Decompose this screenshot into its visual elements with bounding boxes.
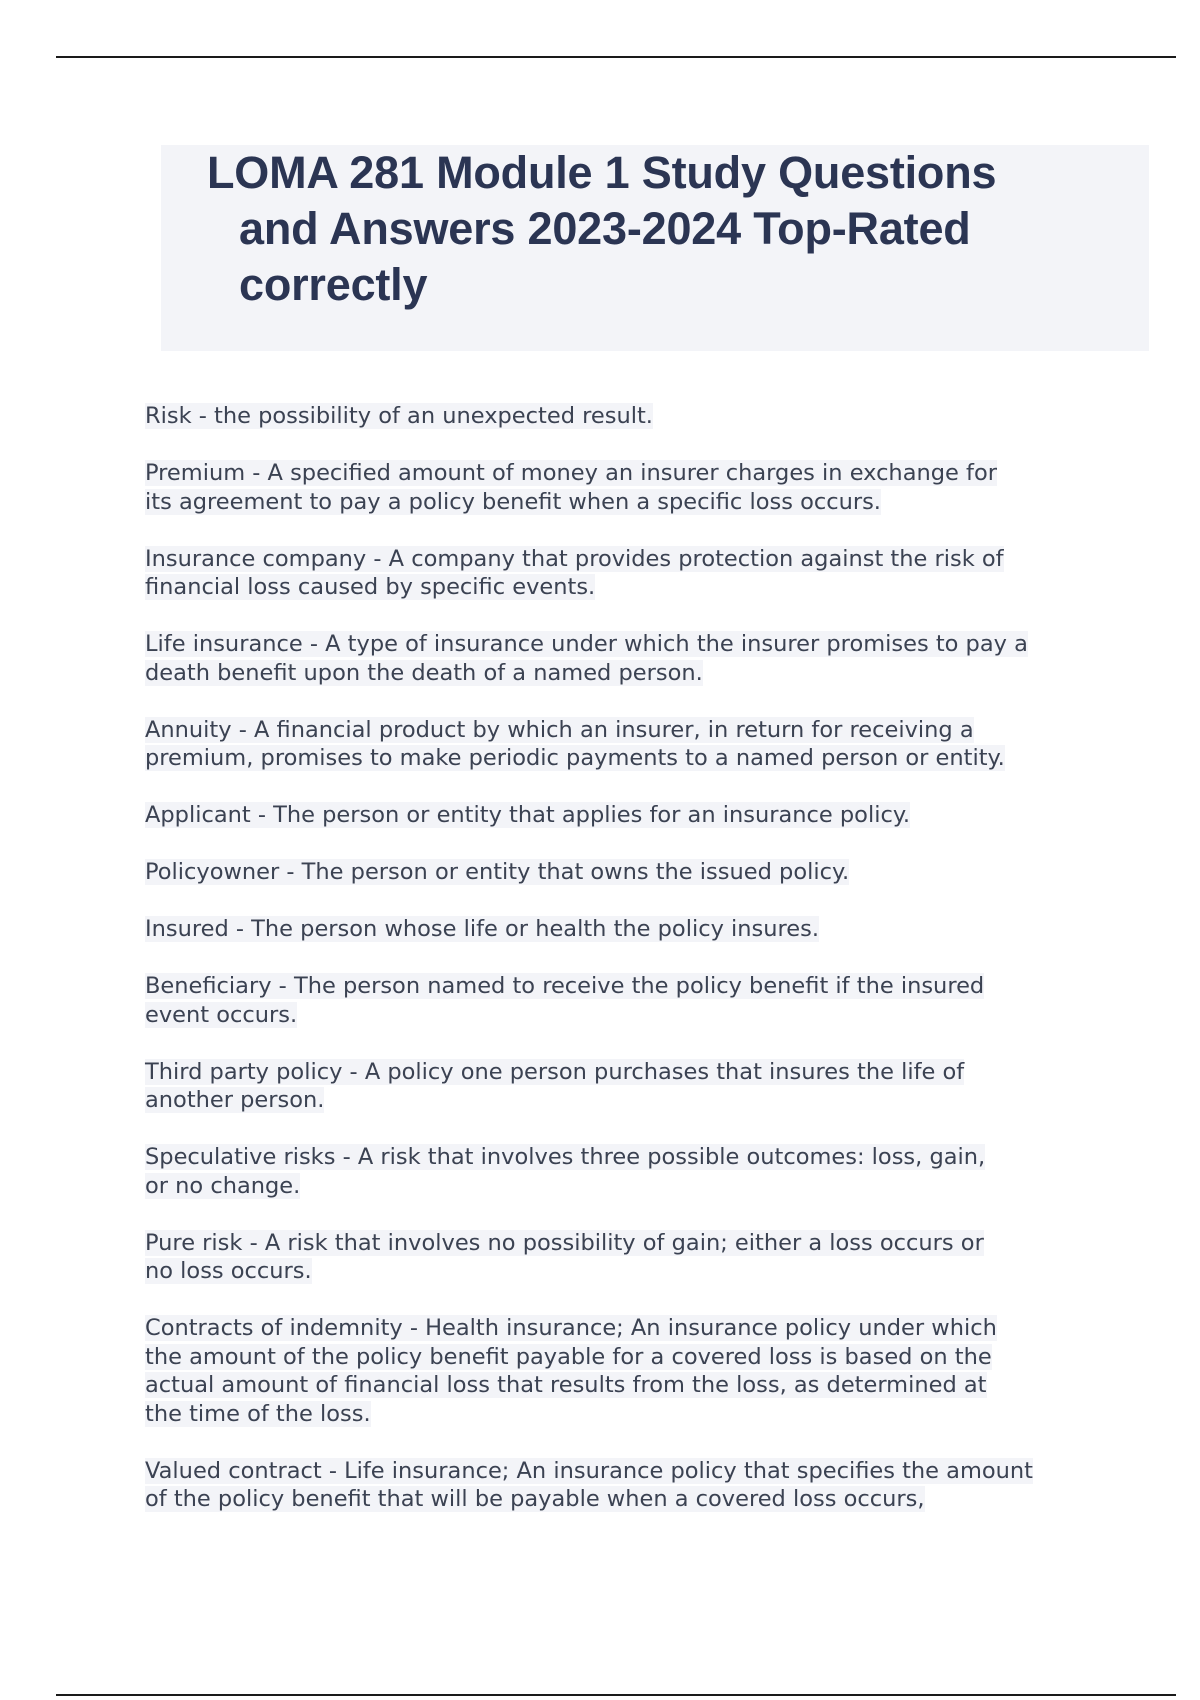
top-rule bbox=[56, 56, 1176, 58]
entry-line: Insured - The person whose life or health the policy insures. bbox=[145, 916, 820, 942]
entry-premium bbox=[145, 459, 1105, 516]
entry-insured bbox=[145, 915, 1105, 944]
entry-line: Premium - A specified amount of money an insurer charges in exchange for bbox=[145, 460, 997, 486]
entry-policyowner bbox=[145, 858, 1105, 887]
title-line: correctly bbox=[239, 259, 428, 310]
entry-line: the time of the loss. bbox=[145, 1400, 371, 1427]
entry-line: Insurance company - A company that provides protection against the risk of bbox=[145, 545, 1004, 572]
entry-line: no loss occurs. bbox=[145, 1258, 312, 1284]
entry-third-party-policy bbox=[145, 1058, 1105, 1115]
entry-list bbox=[145, 402, 1105, 1542]
entry-line: Risk - the possibility of an unexpected result. bbox=[145, 403, 653, 429]
entry-line: Applicant - The person or entity that applies for an insurance policy. bbox=[145, 802, 911, 828]
entry-line: the amount of the policy benefit payable for a covered loss is based on the bbox=[145, 1343, 992, 1370]
title-line: LOMA 281 Module 1 Study Questions bbox=[207, 147, 997, 198]
entry-speculative-risks bbox=[145, 1143, 1105, 1200]
bottom-rule bbox=[56, 1694, 1176, 1696]
entry-line: its agreement to pay a policy benefit when a specific loss occurs. bbox=[145, 488, 881, 515]
entry-risk bbox=[145, 402, 1105, 431]
entry-line: Contracts of indemnity - Health insurance; An insurance policy under which bbox=[145, 1315, 997, 1341]
document-title bbox=[207, 145, 1119, 313]
entry-line: premium, promises to make periodic payments to a named person or entity. bbox=[145, 745, 1005, 771]
entry-line: another person. bbox=[145, 1087, 325, 1113]
entry-line: Speculative risks - A risk that involves three possible outcomes: loss, gain, bbox=[145, 1144, 986, 1170]
entry-applicant bbox=[145, 801, 1105, 830]
entry-contracts-of-indemnity bbox=[145, 1314, 1105, 1428]
title-line: and Answers 2023-2024 Top-Rated bbox=[239, 203, 971, 254]
entry-line: or no change. bbox=[145, 1172, 301, 1199]
entry-life-insurance bbox=[145, 630, 1105, 687]
entry-valued-contract bbox=[145, 1457, 1105, 1514]
entry-line: event occurs. bbox=[145, 1001, 298, 1028]
entry-insurance-company bbox=[145, 545, 1105, 602]
entry-line: Pure risk - A risk that involves no possibility of gain; either a loss occurs or bbox=[145, 1229, 984, 1256]
entry-line: Third party policy - A policy one person purchases that insures the life of bbox=[145, 1058, 965, 1085]
entry-line: Beneficiary - The person named to receive the policy benefit if the insured bbox=[145, 973, 985, 999]
entry-line: Policyowner - The person or entity that owns the issued policy. bbox=[145, 859, 850, 885]
entry-line: actual amount of financial loss that results from the loss, as determined at bbox=[145, 1372, 987, 1398]
entry-beneficiary bbox=[145, 972, 1105, 1029]
entry-line: Life insurance - A type of insurance under which the insurer promises to pay a bbox=[145, 631, 1028, 657]
entry-line: financial loss caused by specific events. bbox=[145, 574, 596, 600]
entry-line: Valued contract - Life insurance; An insurance policy that specifies the amount bbox=[145, 1457, 1033, 1484]
entry-line: of the policy benefit that will be payable when a covered loss occurs, bbox=[145, 1486, 925, 1512]
entry-annuity bbox=[145, 716, 1105, 773]
entry-pure-risk bbox=[145, 1229, 1105, 1286]
title-box bbox=[161, 145, 1149, 351]
entry-line: death benefit upon the death of a named person. bbox=[145, 659, 703, 686]
entry-line: Annuity - A financial product by which an insurer, in return for receiving a bbox=[145, 716, 974, 743]
